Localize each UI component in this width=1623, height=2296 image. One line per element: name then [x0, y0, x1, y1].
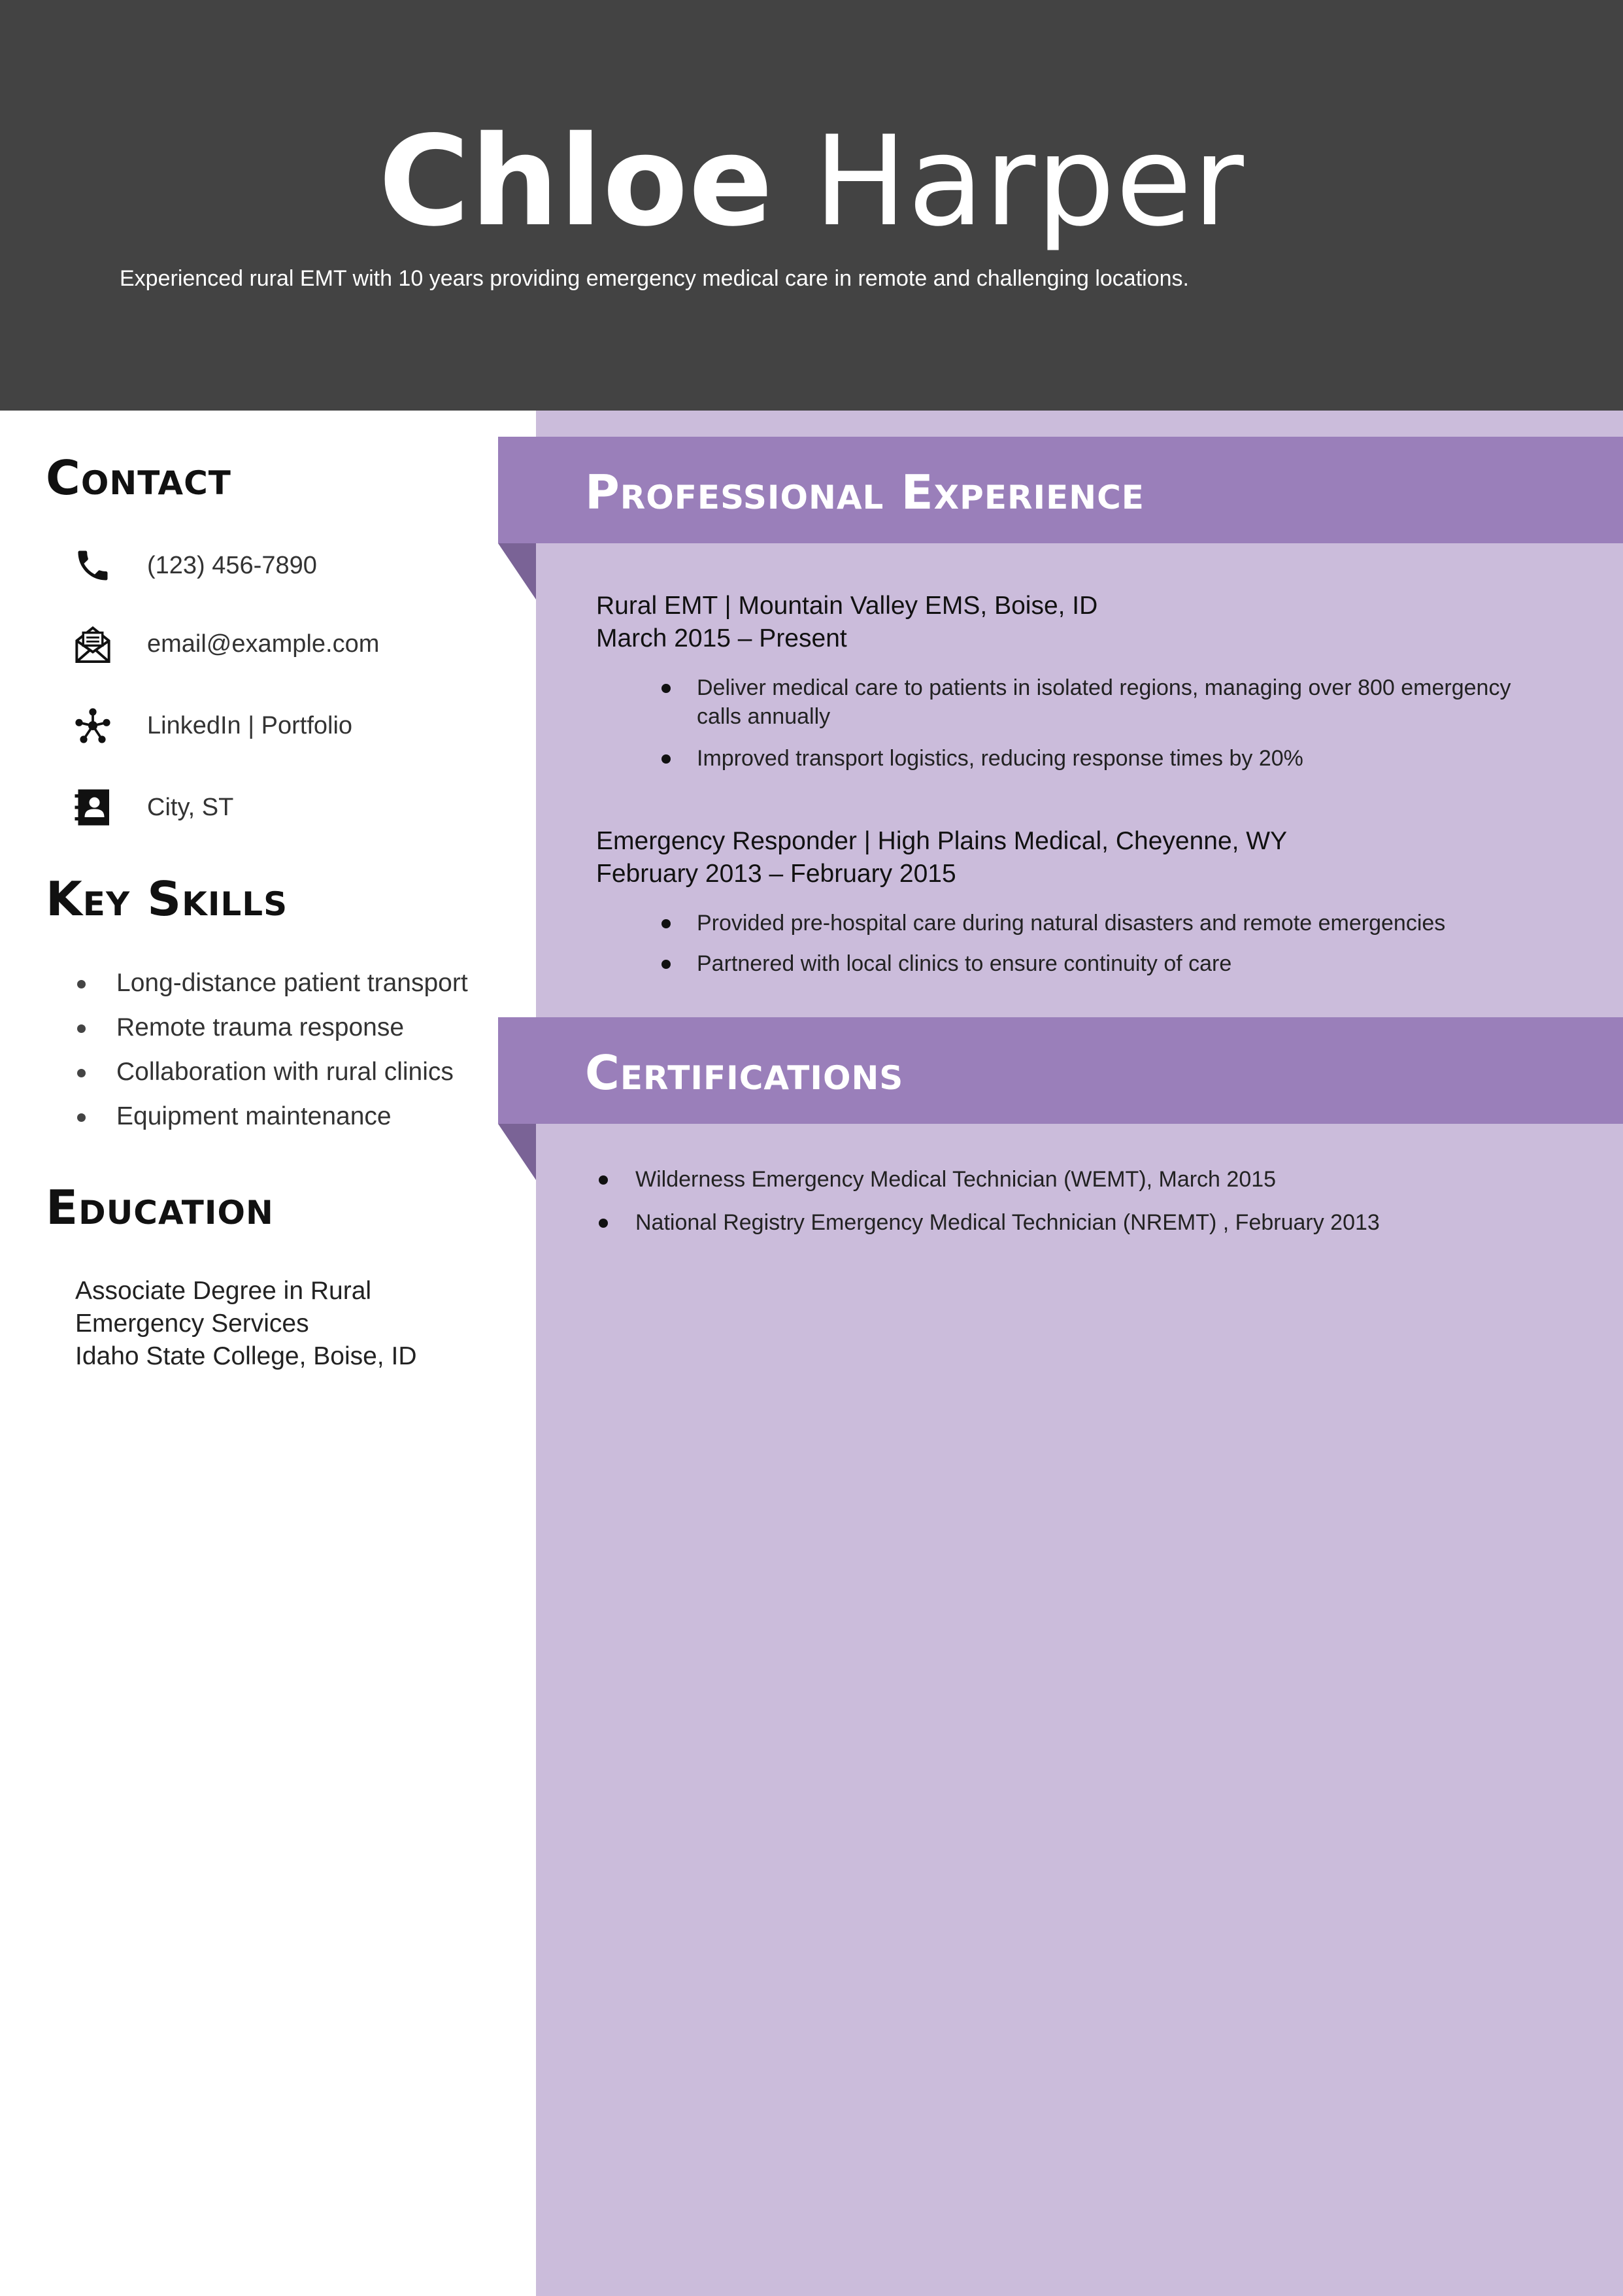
- education-heading: Education: [46, 1180, 274, 1235]
- email-text: email@example.com: [147, 630, 380, 658]
- links-text: LinkedIn | Portfolio: [147, 711, 353, 739]
- certifications-list: [596, 1165, 1380, 1251]
- list-item: Remote trauma response: [72, 1005, 468, 1050]
- list-item: Provided pre-hospital care during natural disasters and remote emergencies: [596, 909, 1540, 937]
- list-item: Long-distance patient transport: [72, 961, 468, 1005]
- contact-email: [72, 621, 380, 667]
- job-bullets: [596, 909, 1540, 978]
- degree-line-2: Emergency Services: [75, 1309, 309, 1338]
- list-item: Wilderness Emergency Medical Technician (WEMT), March 2015: [596, 1165, 1380, 1194]
- resume-name: [0, 110, 1623, 254]
- list-item: Improved transport logistics, reducing response times by 20%: [596, 744, 1540, 773]
- contact-card-icon: [72, 786, 114, 828]
- job-dates: March 2015 – Present: [596, 624, 847, 652]
- experience-band: [498, 437, 1623, 543]
- envelope-icon: [72, 623, 114, 665]
- list-item: Collaboration with rural clinics: [72, 1050, 468, 1094]
- job-dates: February 2013 – February 2015: [596, 860, 956, 888]
- education-entry: [75, 1275, 416, 1373]
- header: [0, 0, 1623, 411]
- phone-text: (123) 456-7890: [147, 551, 317, 579]
- summary: Experienced rural EMT with 10 years providing emergency medical care in remote and challenging locations.: [120, 266, 1189, 291]
- experience-heading: Professional Experience: [585, 465, 1145, 520]
- job-title: Rural EMT | Mountain Valley EMS, Boise, ID: [596, 592, 1098, 620]
- list-item: National Registry Emergency Medical Technician (NREMT) , February 2013: [596, 1208, 1380, 1237]
- job-bullets: [596, 673, 1540, 773]
- contact-links: [72, 703, 353, 749]
- phone-icon: [72, 545, 114, 586]
- job-entry: [596, 825, 1540, 991]
- last-name: Harper: [813, 109, 1245, 254]
- school: Idaho State College, Boise, ID: [75, 1342, 417, 1370]
- list-item: Deliver medical care to patients in isolated regions, managing over 800 emergency calls annually: [596, 673, 1540, 731]
- skills-list: [72, 961, 468, 1139]
- contact-heading: Contact: [46, 450, 231, 505]
- first-name: Chloe: [378, 109, 774, 254]
- contact-location: [72, 785, 234, 830]
- experience-band-fold: [498, 543, 536, 599]
- certifications-band-fold: [498, 1124, 536, 1180]
- degree-line-1: Associate Degree in Rural: [75, 1277, 372, 1305]
- location-text: City, ST: [147, 793, 234, 821]
- job-title: Emergency Responder | High Plains Medical, Cheyenne, WY: [596, 827, 1288, 855]
- list-item: Partnered with local clinics to ensure continuity of care: [596, 949, 1540, 978]
- list-item: Equipment maintenance: [72, 1094, 468, 1139]
- contact-phone: [72, 543, 317, 588]
- network-icon: [72, 705, 114, 747]
- job-entry: [596, 590, 1540, 786]
- certifications-heading: Certifications: [585, 1045, 904, 1100]
- skills-heading: Key Skills: [46, 871, 288, 926]
- certifications-band: [498, 1017, 1623, 1124]
